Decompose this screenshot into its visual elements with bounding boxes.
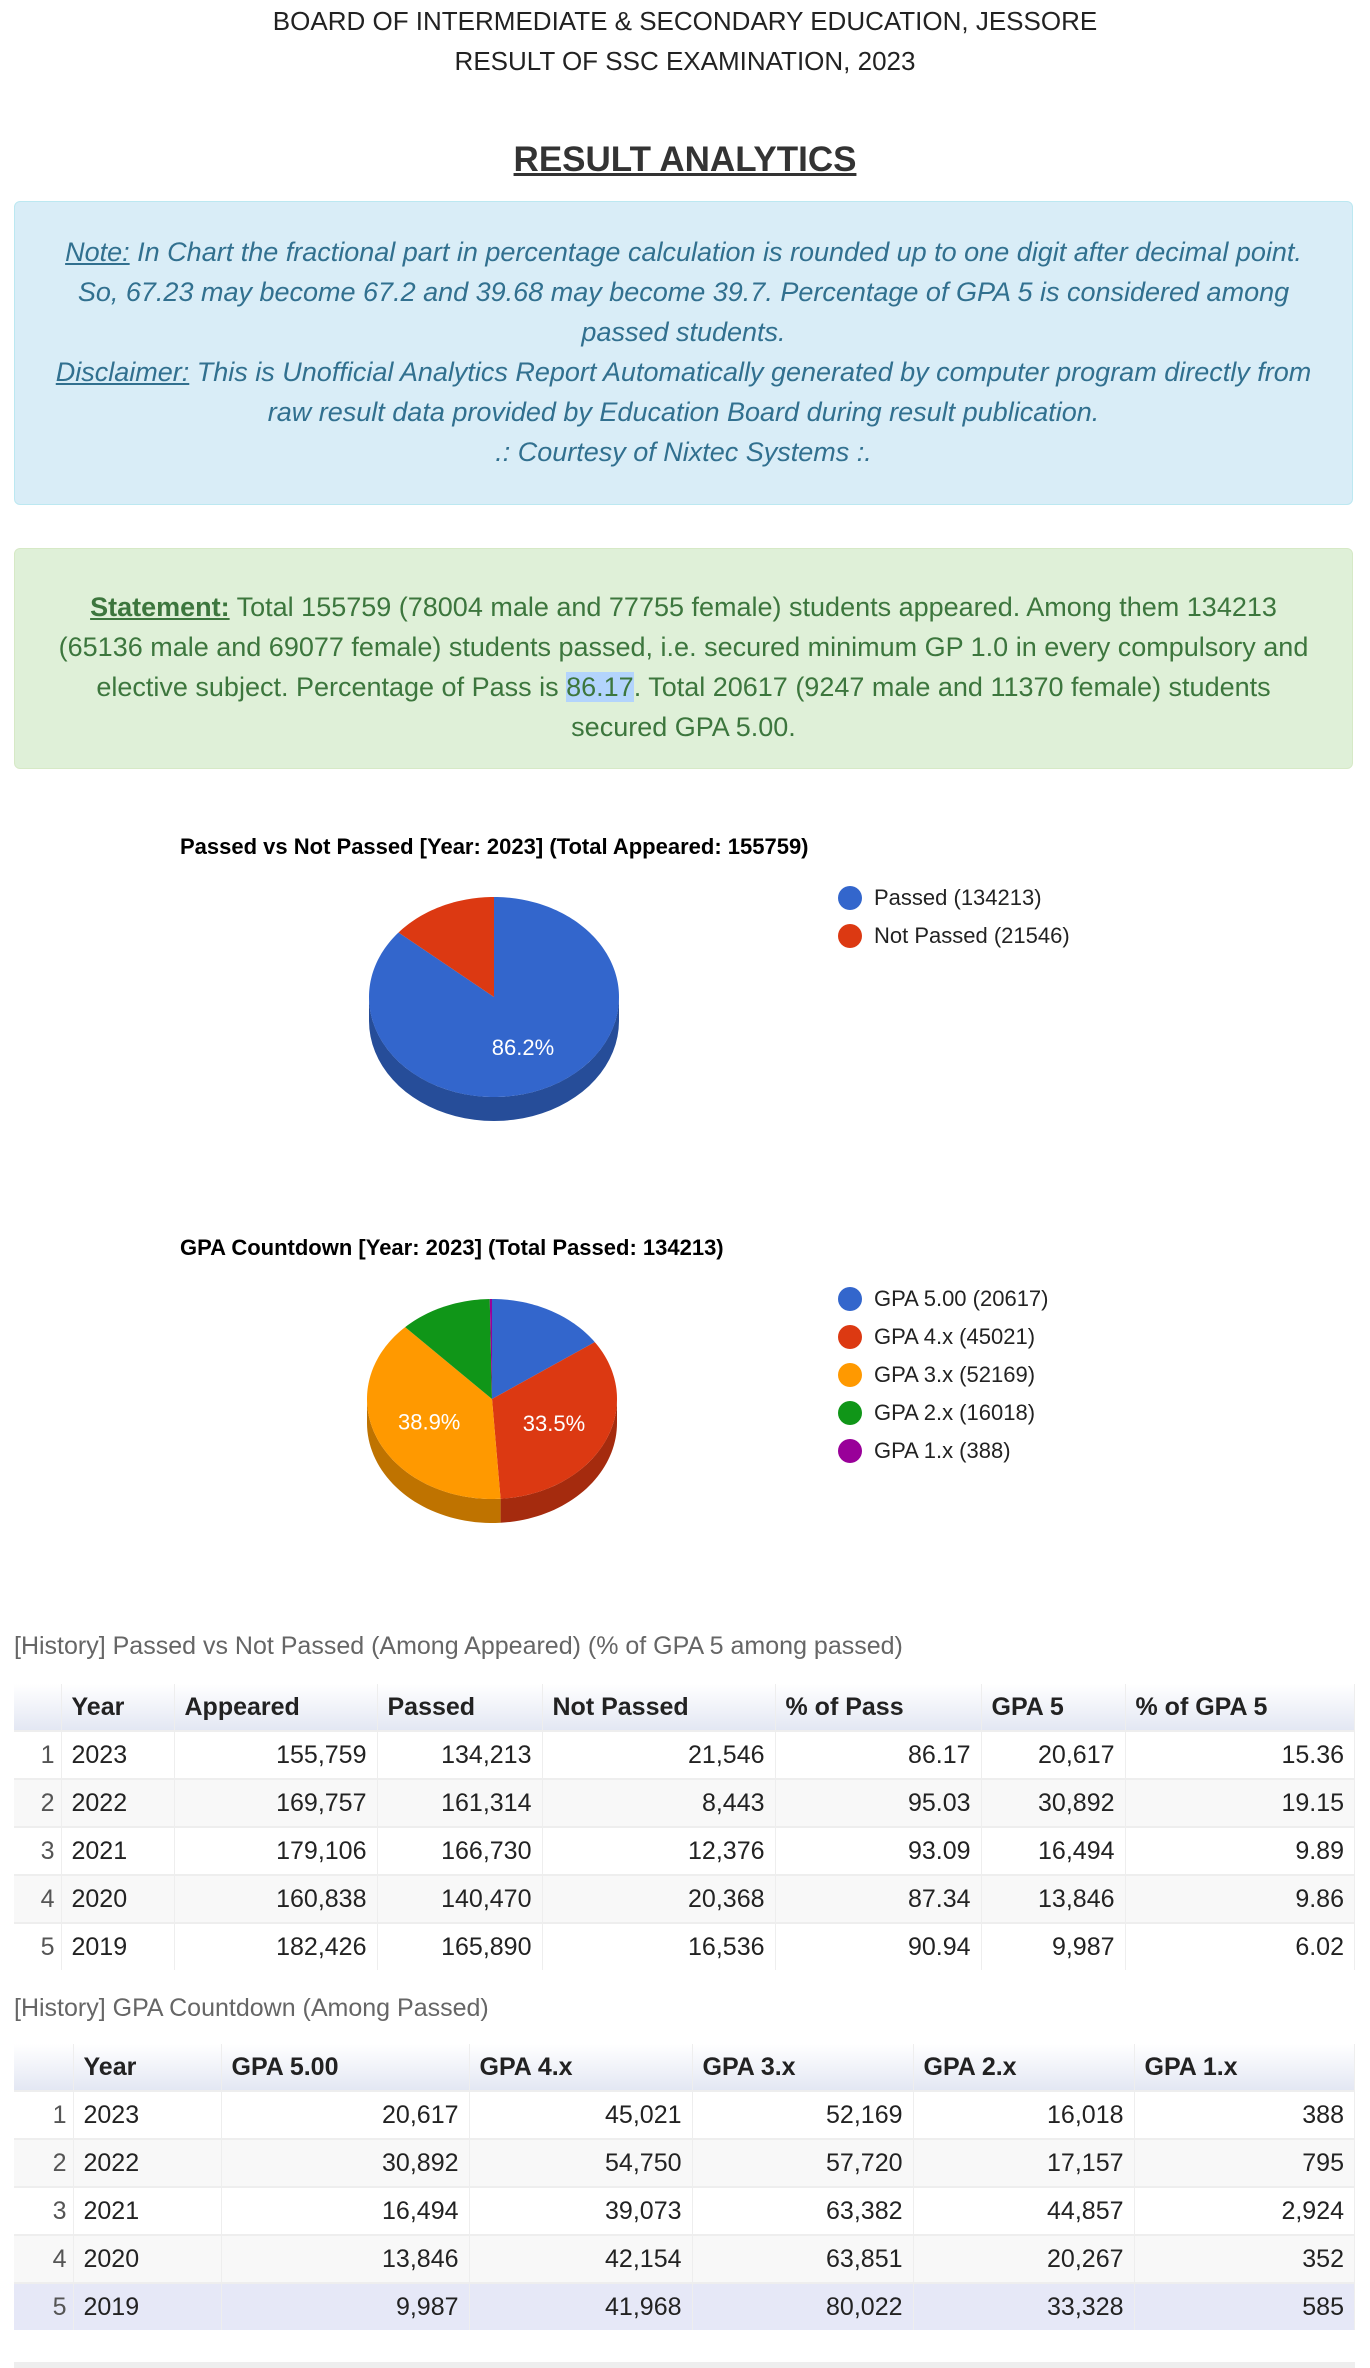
value-cell: 9,987 <box>221 2283 469 2330</box>
board-name: BOARD OF INTERMEDIATE & SECONDARY EDUCATION, JESSORE <box>272 6 1098 36</box>
statement-text: Total 155759 (78004 male and 77755 female) students appeared. Among them 134213 (65136 male and 69077 female) students passed, i.e. secured minimum GP 1.0 in every compulsory and elective subject. Percentage of Pass is <box>58 592 1309 702</box>
legend-item[interactable] <box>838 1394 1049 1432</box>
value-cell: 6.02 <box>1125 1923 1355 1970</box>
value-cell: 87.34 <box>775 1875 981 1923</box>
row-number: 2 <box>14 1779 61 1827</box>
value-cell: 20,617 <box>221 2091 469 2139</box>
value-cell: 795 <box>1134 2139 1355 2187</box>
value-cell: 90.94 <box>775 1923 981 1970</box>
value-cell: 80,022 <box>692 2283 913 2330</box>
pie-data-label: 38.9% <box>397 1409 461 1435</box>
table-row[interactable] <box>14 1827 1355 1875</box>
pass-percentage-highlight: 86.17 <box>566 672 634 702</box>
column-header[interactable] <box>14 2044 73 2091</box>
column-header[interactable]: Year <box>61 1684 174 1731</box>
value-cell: 21,546 <box>542 1731 775 1779</box>
value-cell: 179,106 <box>174 1827 377 1875</box>
value-cell: 13,846 <box>981 1875 1125 1923</box>
table-row[interactable] <box>14 1875 1355 1923</box>
value-cell: 45,021 <box>469 2091 692 2139</box>
value-cell: 8,443 <box>542 1779 775 1827</box>
legend-label: GPA 1.x (388) <box>874 1438 1011 1463</box>
column-header[interactable]: GPA 5.00 <box>221 2044 469 2091</box>
value-cell: 9,987 <box>981 1923 1125 1970</box>
table-row[interactable] <box>14 2235 1355 2283</box>
value-cell: 169,757 <box>174 1779 377 1827</box>
column-header[interactable]: Not Passed <box>542 1684 775 1731</box>
table-row[interactable] <box>14 2187 1355 2235</box>
value-cell: 52,169 <box>692 2091 913 2139</box>
value-cell: 165,890 <box>377 1923 542 1970</box>
value-cell: 9.89 <box>1125 1827 1355 1875</box>
pie-data-label: 33.5% <box>522 1410 586 1436</box>
column-header[interactable]: GPA 5 <box>981 1684 1125 1731</box>
column-header[interactable]: GPA 2.x <box>913 2044 1134 2091</box>
row-number: 4 <box>14 1875 61 1923</box>
chart-title-passed: Passed vs Not Passed [Year: 2023] (Total Appeared: 155759) <box>180 834 809 859</box>
value-cell: 140,470 <box>377 1875 542 1923</box>
legend-dot-icon <box>838 1287 862 1311</box>
exam-name: RESULT OF SSC EXAMINATION, 2023 <box>454 46 916 76</box>
history-pass-table <box>14 1684 1355 1970</box>
value-cell: 352 <box>1134 2235 1355 2283</box>
note-text: In Chart the fractional part in percentage calculation is rounded up to one digit after decimal point. So, 67.23 may become 67.2 and 39.68 may become 39.7. Percentage of GPA 5 is considered among passed students. <box>77 237 1302 347</box>
value-cell: 160,838 <box>174 1875 377 1923</box>
row-number: 1 <box>14 2091 73 2139</box>
page-title: RESULT ANALYTICS <box>513 140 857 179</box>
column-header[interactable]: % of Pass <box>775 1684 981 1731</box>
year-cell: 2021 <box>73 2187 221 2235</box>
chart-title-gpa: GPA Countdown [Year: 2023] (Total Passed: 134213) <box>180 1235 724 1260</box>
legend-label: GPA 5.00 (20617) <box>874 1286 1049 1311</box>
value-cell: 155,759 <box>174 1731 377 1779</box>
value-cell: 33,328 <box>913 2283 1134 2330</box>
table-row[interactable] <box>14 1779 1355 1827</box>
value-cell: 16,494 <box>221 2187 469 2235</box>
history2-caption: [History] GPA Countdown (Among Passed) <box>14 1994 489 2022</box>
year-cell: 2022 <box>73 2139 221 2187</box>
table-row[interactable] <box>14 2091 1355 2139</box>
row-number: 2 <box>14 2139 73 2187</box>
value-cell: 161,314 <box>377 1779 542 1827</box>
history1-caption: [History] Passed vs Not Passed (Among Appeared) (% of GPA 5 among passed) <box>14 1632 903 1660</box>
value-cell: 44,857 <box>913 2187 1134 2235</box>
legend-label: GPA 4.x (45021) <box>874 1324 1036 1349</box>
value-cell: 12,376 <box>542 1827 775 1875</box>
table-row[interactable] <box>14 2139 1355 2187</box>
column-header[interactable]: GPA 1.x <box>1134 2044 1355 2091</box>
year-cell: 2022 <box>61 1779 174 1827</box>
row-number: 4 <box>14 2235 73 2283</box>
value-cell: 585 <box>1134 2283 1355 2330</box>
year-cell: 2023 <box>73 2091 221 2139</box>
year-cell: 2020 <box>73 2235 221 2283</box>
column-header[interactable]: Appeared <box>174 1684 377 1731</box>
legend-passed <box>838 879 1070 955</box>
table-row[interactable] <box>14 2283 1355 2330</box>
value-cell: 39,073 <box>469 2187 692 2235</box>
value-cell: 388 <box>1134 2091 1355 2139</box>
value-cell: 57,720 <box>692 2139 913 2187</box>
row-number: 1 <box>14 1731 61 1779</box>
statement-label: Statement: <box>90 592 230 622</box>
column-header[interactable] <box>14 1684 61 1731</box>
legend-label: Not Passed (21546) <box>874 923 1070 948</box>
value-cell: 134,213 <box>377 1731 542 1779</box>
value-cell: 30,892 <box>221 2139 469 2187</box>
value-cell: 42,154 <box>469 2235 692 2283</box>
legend-item[interactable] <box>838 879 1070 917</box>
legend-dot-icon <box>838 1401 862 1425</box>
table-row[interactable] <box>14 1923 1355 1970</box>
courtesy-text: .: Courtesy of Nixtec Systems :. <box>495 437 872 467</box>
legend-gpa <box>838 1280 1049 1470</box>
value-cell: 93.09 <box>775 1827 981 1875</box>
history-gpa-table <box>14 2044 1355 2330</box>
year-cell: 2023 <box>61 1731 174 1779</box>
column-header[interactable]: GPA 3.x <box>692 2044 913 2091</box>
table-row[interactable] <box>14 1731 1355 1779</box>
value-cell: 166,730 <box>377 1827 542 1875</box>
column-header[interactable]: Year <box>73 2044 221 2091</box>
value-cell: 20,617 <box>981 1731 1125 1779</box>
value-cell: 13,846 <box>221 2235 469 2283</box>
year-cell: 2019 <box>61 1923 174 1970</box>
legend-item[interactable] <box>838 1432 1049 1470</box>
value-cell: 54,750 <box>469 2139 692 2187</box>
row-number: 5 <box>14 1923 61 1970</box>
value-cell: 16,536 <box>542 1923 775 1970</box>
legend-item[interactable] <box>838 1318 1049 1356</box>
legend-dot-icon <box>838 886 862 910</box>
pie-data-label: 86.2% <box>491 1034 555 1060</box>
disclaimer-label: Disclaimer: <box>55 357 190 387</box>
statement-text-end: . Total 20617 (9247 male and 11370 female) students secured GPA 5.00. <box>571 672 1271 742</box>
row-number: 3 <box>14 2187 73 2235</box>
value-cell: 86.17 <box>775 1731 981 1779</box>
value-cell: 15.36 <box>1125 1731 1355 1779</box>
statement-box <box>14 548 1353 769</box>
bottom-divider <box>14 2362 1355 2368</box>
legend-dot-icon <box>838 1439 862 1463</box>
column-header[interactable]: GPA 4.x <box>469 2044 692 2091</box>
legend-label: Passed (134213) <box>874 885 1042 910</box>
note-label: Note: <box>65 237 130 267</box>
row-number: 5 <box>14 2283 73 2330</box>
legend-item[interactable] <box>838 917 1070 955</box>
legend-label: GPA 3.x (52169) <box>874 1362 1036 1387</box>
legend-item[interactable] <box>838 1356 1049 1394</box>
legend-label: GPA 2.x (16018) <box>874 1400 1036 1425</box>
year-cell: 2020 <box>61 1875 174 1923</box>
legend-dot-icon <box>838 924 862 948</box>
value-cell: 16,494 <box>981 1827 1125 1875</box>
disclaimer-text: This is Unofficial Analytics Report Automatically generated by computer program directly from raw result data provided by Education Board during result publication. <box>189 357 1312 427</box>
row-number: 3 <box>14 1827 61 1875</box>
note-box <box>14 201 1353 505</box>
year-cell: 2021 <box>61 1827 174 1875</box>
year-cell: 2019 <box>73 2283 221 2330</box>
value-cell: 17,157 <box>913 2139 1134 2187</box>
value-cell: 20,368 <box>542 1875 775 1923</box>
value-cell: 2,924 <box>1134 2187 1355 2235</box>
column-header[interactable]: Passed <box>377 1684 542 1731</box>
value-cell: 182,426 <box>174 1923 377 1970</box>
value-cell: 63,851 <box>692 2235 913 2283</box>
value-cell: 19.15 <box>1125 1779 1355 1827</box>
legend-dot-icon <box>838 1363 862 1387</box>
value-cell: 30,892 <box>981 1779 1125 1827</box>
value-cell: 9.86 <box>1125 1875 1355 1923</box>
value-cell: 41,968 <box>469 2283 692 2330</box>
value-cell: 16,018 <box>913 2091 1134 2139</box>
legend-item[interactable] <box>838 1280 1049 1318</box>
column-header[interactable]: % of GPA 5 <box>1125 1684 1355 1731</box>
value-cell: 63,382 <box>692 2187 913 2235</box>
value-cell: 20,267 <box>913 2235 1134 2283</box>
legend-dot-icon <box>838 1325 862 1349</box>
value-cell: 95.03 <box>775 1779 981 1827</box>
